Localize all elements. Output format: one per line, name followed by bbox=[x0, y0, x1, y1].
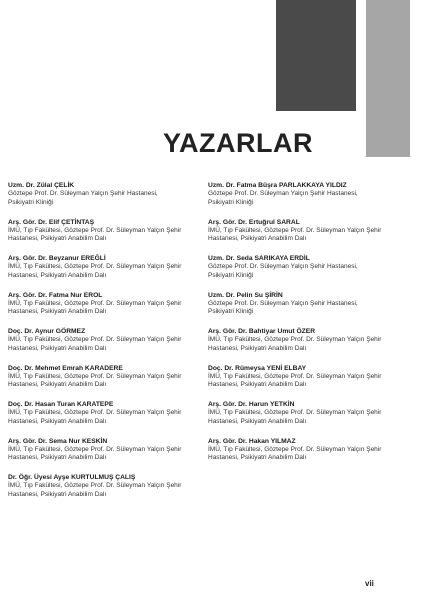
author-entry bbox=[208, 218, 383, 248]
author-name: Uzm. Dr. Pelin Su ŞİRİN bbox=[208, 291, 283, 299]
author-name: Arş. Gör. Dr. Beyzanur EREĞLİ bbox=[8, 255, 106, 262]
authors-column-right bbox=[208, 181, 383, 473]
author-affiliation: Göztepe Prof. Dr. Süleyman Yalçın Şehir Hastanesi, Psikiyatri Kliniği bbox=[8, 190, 158, 206]
authors-column-left bbox=[8, 181, 183, 510]
author-entry bbox=[208, 327, 383, 357]
author-name: Arş. Gör. Dr. Elif ÇETİNTAŞ bbox=[8, 218, 95, 226]
author-affiliation: İMÜ, Tıp Fakültesi, Göztepe Prof. Dr. Süleyman Yalçın Şehir Hastanesi, Psikiyatri Anabilim Dalı bbox=[8, 336, 182, 352]
author-affiliation: Göztepe Prof. Dr. Süleyman Yalçın Şehir Hastanesi, Psikiyatri Kliniği bbox=[208, 190, 358, 206]
author-affiliation: İMÜ, Tıp Fakültesi, Göztepe Prof. Dr. Süleyman Yalçın Şehir Hastanesi, Psikiyatri Anabilim Dalı bbox=[208, 372, 382, 389]
author-affiliation: İMÜ, Tıp Fakültesi, Göztepe Prof. Dr. Süleyman Yalçın Şehir Hastanesi, Psikiyatri Anabilim Dalı bbox=[8, 299, 182, 316]
author-affiliation: İMÜ, Tıp Fakültesi, Göztepe Prof. Dr. Süleyman Yalçın Şehir Hastanesi, Psikiyatri Anabilim Dalı bbox=[8, 372, 182, 389]
author-name: Uzm. Dr. Zülal ÇELİK bbox=[8, 182, 75, 189]
author-entry bbox=[8, 364, 183, 394]
author-entry bbox=[208, 364, 383, 394]
author-entry bbox=[208, 254, 383, 284]
author-name: Dr. Öğr. Üyesi Ayşe KURTULMUŞ ÇALIŞ bbox=[8, 474, 136, 481]
author-affiliation: İMÜ, Tıp Fakültesi, Göztepe Prof. Dr. Süleyman Yalçın Şehir Hastanesi, Psikiyatri Anabilim Dalı bbox=[208, 445, 382, 462]
author-affiliation: İMÜ, Tıp Fakültesi, Göztepe Prof. Dr. Süleyman Yalçın Şehir Hastanesi, Psikiyatri Anabilim Dalı bbox=[8, 263, 182, 279]
author-affiliation: İMÜ, Tıp Fakültesi, Göztepe Prof. Dr. Süleyman Yalçın Şehir Hastanesi, Psikiyatri Anabilim Dalı bbox=[208, 409, 382, 425]
author-name: Arş. Gör. Dr. Ertuğrul SARAL bbox=[208, 218, 300, 226]
author-entry bbox=[8, 218, 183, 248]
author-entry bbox=[8, 254, 183, 284]
author-name: Uzm. Dr. Seda SARIKAYA ERDİL bbox=[208, 255, 310, 262]
author-name: Arş. Gör. Dr. Sema Nur KESKİN bbox=[8, 437, 108, 445]
author-name: Doç. Dr. Aynur GÖRMEZ bbox=[8, 328, 86, 335]
author-name: Doç. Dr. Rümeysa YENİ ELBAY bbox=[208, 364, 307, 372]
author-affiliation: İMÜ, Tıp Fakültesi, Göztepe Prof. Dr. Süleyman Yalçın Şehir Hastanesi, Psikiyatri Anabilim Dalı bbox=[8, 445, 182, 462]
author-entry bbox=[208, 400, 383, 430]
decorative-dark-bar bbox=[276, 0, 356, 111]
author-entry bbox=[8, 327, 183, 357]
page-number: vii bbox=[365, 579, 374, 588]
author-affiliation: İMÜ, Tıp Fakültesi, Göztepe Prof. Dr. Süleyman Yalçın Şehir Hastanesi, Psikiyatri Anabilim Dalı bbox=[8, 226, 182, 243]
author-affiliation: İMÜ, Tıp Fakültesi, Göztepe Prof. Dr. Süleyman Yalçın Şehir Hastanesi, Psikiyatri Anabilim Dalı bbox=[8, 409, 182, 425]
author-entry bbox=[8, 181, 183, 211]
author-entry bbox=[208, 437, 383, 467]
page-title: YAZARLAR bbox=[163, 128, 314, 158]
author-affiliation: İMÜ, Tıp Fakültesi, Göztepe Prof. Dr. Süleyman Yalçın Şehir Hastanesi, Psikiyatri Anabilim Dalı bbox=[208, 226, 382, 243]
author-name: Uzm. Dr. Fatma Büşra PARLAKKAYA YILDIZ bbox=[208, 182, 347, 189]
author-affiliation: Göztepe Prof. Dr. Süleyman Yalçın Şehir Hastanesi, Psikiyatri Kliniği bbox=[208, 299, 358, 316]
author-name: Arş. Gör. Dr. Fatma Nur EROL bbox=[8, 291, 103, 299]
author-affiliation: Göztepe Prof. Dr. Süleyman Yalçın Şehir Hastanesi, Psikiyatri Kliniği bbox=[208, 263, 358, 279]
author-entry bbox=[8, 400, 183, 430]
author-name: Arş. Gör. Dr. Hakan YILMAZ bbox=[208, 437, 296, 445]
author-entry bbox=[208, 181, 383, 211]
author-entry bbox=[8, 473, 183, 503]
author-name: Arş. Gör. Dr. Harun YETKİN bbox=[208, 401, 295, 408]
decorative-light-bar bbox=[366, 0, 410, 157]
author-entry bbox=[8, 291, 183, 321]
author-name: Doç. Dr. Hasan Turan KARATEPE bbox=[8, 401, 114, 408]
author-affiliation: İMÜ, Tıp Fakültesi, Göztepe Prof. Dr. Süleyman Yalçın Şehir Hastanesi, Psikiyatri Anabilim Dalı bbox=[8, 482, 182, 498]
author-entry bbox=[8, 437, 183, 467]
author-name: Doç. Dr. Mehmet Emrah KARADERE bbox=[8, 364, 123, 372]
author-affiliation: İMÜ, Tıp Fakültesi, Göztepe Prof. Dr. Süleyman Yalçın Şehir Hastanesi, Psikiyatri Anabilim Dalı bbox=[208, 336, 382, 352]
author-name: Arş. Gör. Dr. Bahtiyar Umut ÖZER bbox=[208, 328, 316, 335]
author-entry bbox=[208, 291, 383, 321]
